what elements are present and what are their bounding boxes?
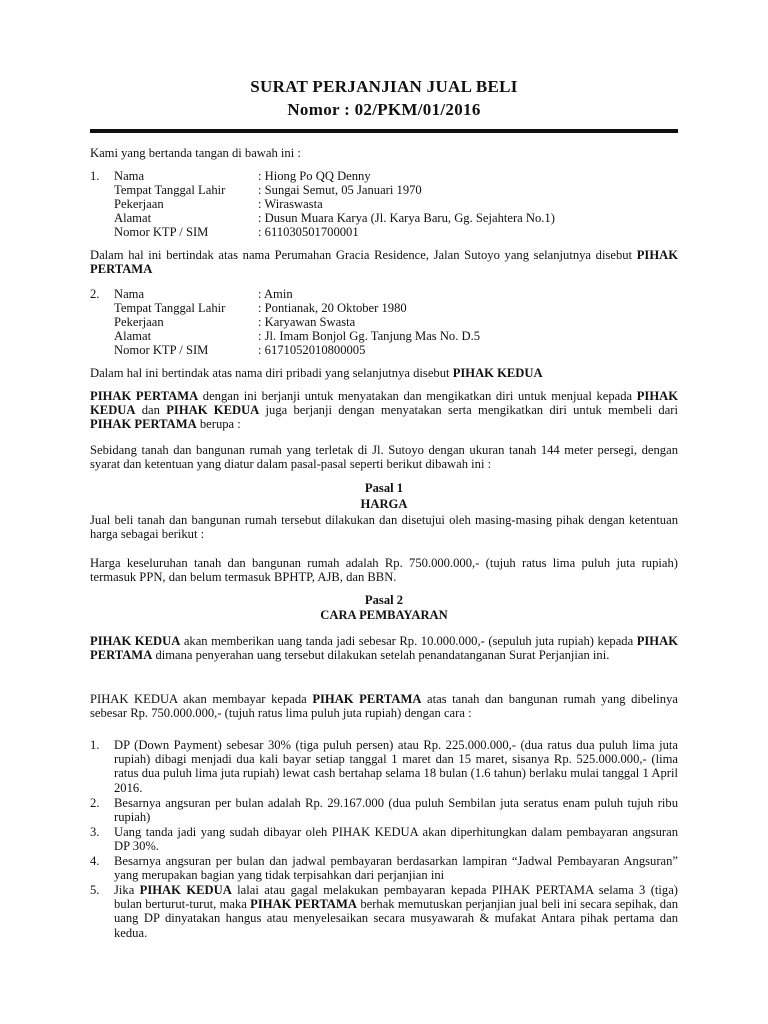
paragraph-text: dimana penyerahan uang tersebut dilakukan setelah penandatanganan Surat Perjanjian ini.	[152, 648, 610, 663]
party-2-address-row	[90, 329, 678, 343]
field-value: : 611030501700001	[258, 225, 359, 239]
bold-party: PIHAK PERTAMA	[250, 897, 358, 912]
item-number: 5.	[90, 883, 100, 897]
pasal-1-number: Pasal 1	[364, 481, 404, 495]
field-value: : Jl. Imam Bonjol Gg. Tanjung Mas No. D.5	[258, 329, 481, 343]
party-1-address-row	[90, 211, 678, 225]
pasal-2-title: CARA PEMBAYARAN	[320, 608, 448, 622]
field-value: : Hiong Po QQ Denny	[258, 169, 371, 183]
pasal-1-paragraph-1: Jual beli tanah dan bangunan rumah tersebut dilakukan dan disetujui oleh masing-masing pihak dengan ketentuan harga sebagai berikut :	[90, 513, 678, 542]
party-2-role	[90, 366, 678, 380]
field-label: Alamat	[114, 329, 152, 343]
party-1-id-row	[90, 225, 678, 239]
item-text: DP (Down Payment) sebesar 30% (tiga puluh persen) atau Rp. 225.000.000,- (dua ratus dua puluh lima juta rupiah) dibagi menjadi dua kali bayar setiap tanggal 1 maret dan 15 maret, sisanya Rp. 525.000.000,- (lima ratus dua puluh lima juta rupiah) lewat cash bertahap selama 18 bulan (1.6 tahun) berlaku mulai tanggal 1 April 2016.	[114, 738, 678, 795]
bold-party: PIHAK KEDUA	[90, 389, 678, 418]
bold-party: PIHAK KEDUA	[166, 403, 260, 418]
field-value: : Pontianak, 20 Oktober 1980	[258, 301, 407, 315]
agreement-text: berupa :	[196, 417, 241, 432]
field-label: Nama	[114, 169, 145, 183]
pasal-2-paragraph-1	[90, 634, 678, 662]
agreement-paragraph	[90, 389, 678, 432]
item-text-part: lalai atau gagal melakukan pembayaran kepada PIHAK PERTAMA selama 3 (tiga) bulan berturut-turut, maka	[114, 883, 678, 912]
party-1-job-row	[90, 197, 678, 211]
agreement-text: dengan ini berjanji untuk menyatakan dan mengikatkan diri untuk menjual kepada	[198, 389, 637, 403]
party-1-role	[90, 248, 678, 276]
item-text: Besarnya angsuran per bulan adalah Rp. 29.167.000 (dua puluh Sembilan juta seratus enam puluh tujuh ribu rupiah)	[114, 796, 678, 825]
party-1-role-name: PIHAK PERTAMA	[90, 248, 678, 277]
item-text: Uang tanda jadi yang sudah dibayar oleh PIHAK KEDUA akan diperhitungkan dalam pembayaran angsuran DP 30%.	[114, 825, 678, 854]
item-number: 2.	[90, 796, 100, 810]
party-2-role-text: Dalam hal ini bertindak atas nama diri pribadi yang selanjutnya disebut	[90, 366, 450, 380]
paragraph-text: akan memberikan uang tanda jadi sebesar Rp. 10.000.000,- (sepuluh juta rupiah) kepada	[180, 634, 637, 648]
agreement-text: dan	[135, 403, 167, 418]
bold-party: PIHAK KEDUA	[139, 883, 232, 897]
item-text-part: Jika	[114, 883, 140, 897]
field-label: Nama	[114, 287, 145, 301]
party-1-role-text: Dalam hal ini bertindak atas nama Perumahan Gracia Residence, Jalan Sutoyo yang selanjutnya disebut	[90, 248, 633, 262]
pasal-2-number: Pasal 2	[364, 593, 404, 607]
bold-party: PIHAK PERTAMA	[90, 417, 197, 432]
field-value: : 6171052010800005	[258, 343, 366, 357]
party-2-birth-row	[90, 301, 678, 315]
party-2-number: 2.	[90, 287, 100, 301]
document-title: SURAT PERJANJIAN JUAL BELI	[250, 77, 518, 96]
object-paragraph: Sebidang tanah dan bangunan rumah yang terletak di Jl. Sutoyo dengan ukuran tanah 144 meter persegi, dengan syarat dan ketentuan yang diatur dalam pasal-pasal seperti berikut dibawah ini :	[90, 443, 678, 472]
field-label: Alamat	[114, 211, 152, 225]
party-2-job-row	[90, 315, 678, 329]
field-value: : Karyawan Swasta	[258, 315, 356, 329]
party-1-name-row	[90, 169, 678, 183]
field-label: Nomor KTP / SIM	[114, 225, 209, 239]
bold-party: PIHAK PERTAMA	[312, 692, 422, 706]
party-1-number: 1.	[90, 169, 100, 183]
field-value: : Amin	[258, 287, 293, 301]
bold-party: PIHAK PERTAMA	[90, 634, 678, 663]
item-text-part: berhak memutuskan perjanjian jual beli ini secara sepihak, dan uang DP dinyatakan hangus atau menyelesaikan secara musyawarah & mufakat Antara pihak pertama dan kedua.	[114, 897, 678, 940]
party-1-birth-row	[90, 183, 678, 197]
bold-party: PIHAK PERTAMA	[90, 389, 199, 403]
paragraph-text: PIHAK KEDUA akan membayar kepada	[90, 692, 313, 706]
pasal-1-paragraph-2: Harga keseluruhan tanah dan bangunan rumah adalah Rp. 750.000.000,- (tujuh ratus lima puluh juta rupiah) termasuk PPN, dan belum termasuk BPHTP, AJB, dan BBN.	[90, 556, 678, 585]
field-label: Tempat Tanggal Lahir	[114, 301, 226, 315]
bold-party: PIHAK KEDUA	[90, 634, 181, 648]
field-label: Tempat Tanggal Lahir	[114, 183, 226, 197]
item-number: 4.	[90, 854, 100, 868]
agreement-text: juga berjanji dengan menyatakan serta mengikatkan diri untuk membeli dari	[259, 403, 678, 418]
field-value: : Sungai Semut, 05 Januari 1970	[258, 183, 422, 197]
item-number: 1.	[90, 738, 100, 752]
party-2-role-name: PIHAK KEDUA	[452, 366, 543, 380]
field-label: Pekerjaan	[114, 197, 164, 211]
item-text	[114, 883, 678, 940]
intro-text: Kami yang bertanda tangan di bawah ini :	[90, 146, 301, 160]
paragraph-text: atas tanah dan bangunan rumah yang dibelinya sebesar Rp. 750.000.000,- (tujuh ratus lima puluh juta rupiah) dengan cara :	[90, 692, 678, 721]
document-number: Nomor : 02/PKM/01/2016	[287, 100, 481, 119]
field-value: : Wiraswasta	[258, 197, 323, 211]
item-number: 3.	[90, 825, 100, 839]
field-label: Nomor KTP / SIM	[114, 343, 209, 357]
party-2-name-row	[90, 287, 678, 301]
pasal-2-paragraph-2	[90, 692, 678, 720]
title-divider	[90, 129, 678, 133]
pasal-1-title: HARGA	[360, 497, 408, 511]
item-text: Besarnya angsuran per bulan dan jadwal pembayaran berdasarkan lampiran “Jadwal Pembayaran Angsuran” yang merupakan bagian yang tidak terpisahkan dari perjanjian ini	[114, 854, 678, 883]
party-2-id-row	[90, 343, 678, 357]
field-value: : Dusun Muara Karya (Jl. Karya Baru, Gg. Sejahtera No.1)	[258, 211, 555, 225]
field-label: Pekerjaan	[114, 315, 164, 329]
